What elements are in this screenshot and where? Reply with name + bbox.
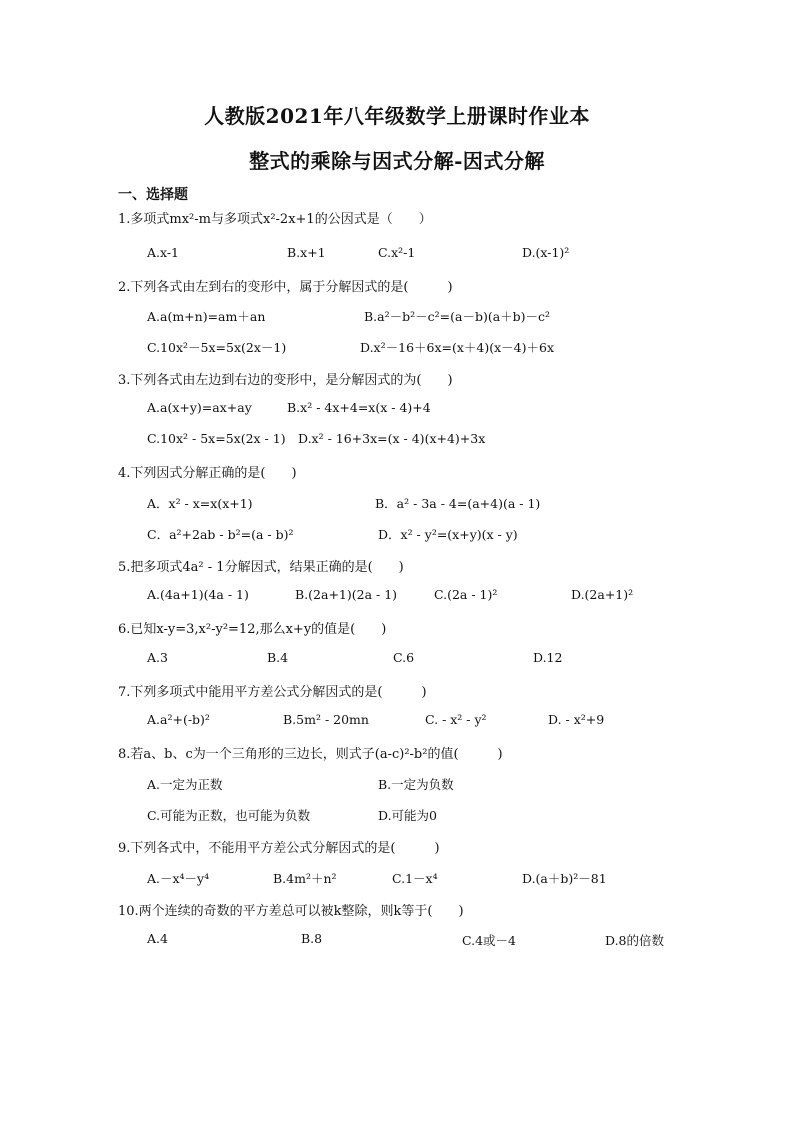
option-a: A.－x⁴－y⁴ [147, 871, 210, 886]
option-d: D. - x²+9 [548, 712, 605, 727]
option-row [0, 525, 794, 543]
option-b: B.x² - 4x+4=x(x - 4)+4 [287, 400, 431, 415]
question-stem: 9.下列各式中，不能用平方差公式分解因式的是( ) [118, 841, 440, 856]
option-row [0, 775, 794, 793]
option-row [0, 245, 794, 263]
option-row [0, 869, 794, 887]
option-a: A.a(m+n)=am＋an [147, 309, 266, 324]
option-b: B.x+1 [287, 245, 326, 260]
option-row [0, 650, 794, 668]
option-row [0, 931, 794, 949]
question-stem: 6.已知x-y=3,x²-y²=12,那么x+y的值是( ) [118, 622, 387, 637]
option-a: A.a²+(-b)² [147, 712, 210, 727]
question-stem: 7.下列多项式中能用平方差公式分解因式的是( ) [118, 685, 427, 700]
option-c: C.可能为正数，也可能为负数 [147, 808, 311, 823]
document-title: 人教版2021年八年级数学上册课时作业本 [204, 104, 590, 128]
option-a: A.x-1 [147, 245, 180, 260]
option-b: B.(2a+1)(2a - 1) [295, 587, 398, 602]
option-row [0, 806, 794, 824]
option-row [0, 400, 794, 418]
option-a: A.一定为正数 [147, 777, 223, 792]
option-b: B.5m² - 20mn [283, 712, 369, 727]
option-a: A．x² - x=x(x+1) [147, 496, 253, 511]
option-d: D．x² - y²=(x+y)(x - y) [378, 527, 518, 542]
option-c: C．a²+2ab - b²=(a - b)² [147, 527, 294, 542]
question-stem: 10.两个连续的奇数的平方差总可以被k整除，则k等于( ) [118, 904, 464, 919]
option-c: C. - x² - y² [425, 712, 487, 727]
option-a: A.4 [147, 931, 168, 946]
question-stem: 4.下列因式分解正确的是( ) [118, 466, 297, 481]
option-b: B.4m²＋n² [273, 871, 337, 886]
question-stem: 2.下列各式由左到右的变形中，属于分解因式的是( ) [118, 280, 453, 295]
option-row [0, 712, 794, 730]
document-subtitle: 整式的乘除与因式分解-因式分解 [249, 149, 545, 173]
option-c: C.x²-1 [378, 245, 416, 260]
option-a: A.3 [147, 650, 168, 665]
option-d: D.x² - 16+3x=(x - 4)(x+4)+3x [298, 431, 486, 446]
option-d: D.(2a+1)² [571, 587, 634, 602]
option-c: C.4或－4 [462, 933, 516, 948]
section-heading: 一、选择题 [118, 187, 188, 203]
option-row [0, 307, 794, 325]
option-b: B.一定为负数 [378, 777, 454, 792]
option-b: B.8 [301, 931, 323, 946]
option-d: D.8的倍数 [605, 933, 665, 948]
option-a: A.(4a+1)(4a - 1) [147, 587, 249, 602]
option-d: D.(a＋b)²－81 [522, 871, 607, 886]
option-b: B.a²－b²－c²=(a－b)(a＋b)－c² [364, 309, 551, 324]
question-stem: 3.下列各式由左边到右边的变形中，是分解因式的为( ) [118, 373, 453, 388]
question-stem: 1.多项式mx²-m与多项式x²-2x+1的公因式是（ ） [118, 212, 432, 227]
option-row [0, 587, 794, 605]
option-c: C.(2a - 1)² [434, 587, 498, 602]
option-d: D.(x-1)² [522, 245, 570, 260]
option-c: C.10x²－5x=5x(2x－1) [147, 340, 287, 355]
option-row [0, 431, 794, 449]
option-c: C.1－x⁴ [392, 871, 438, 886]
option-d: D.12 [533, 650, 563, 665]
option-b: B．a² - 3a - 4=(a+4)(a - 1) [375, 496, 541, 511]
option-c: C.6 [393, 650, 415, 665]
option-c: C.10x² - 5x=5x(2x - 1) [147, 431, 286, 446]
option-a: A.a(x+y)=ax+ay [147, 400, 252, 415]
question-stem: 5.把多项式4a² - 1分解因式，结果正确的是( ) [118, 560, 404, 575]
question-stem: 8.若a、b、c为一个三角形的三边长，则式子(a-c)²-b²的值( ) [118, 747, 503, 762]
option-row [0, 494, 794, 512]
option-b: B.4 [267, 650, 289, 665]
option-d: D.x²－16＋6x=(x＋4)(x－4)＋6x [360, 340, 555, 355]
option-row [0, 338, 794, 356]
option-d: D.可能为0 [378, 808, 438, 823]
